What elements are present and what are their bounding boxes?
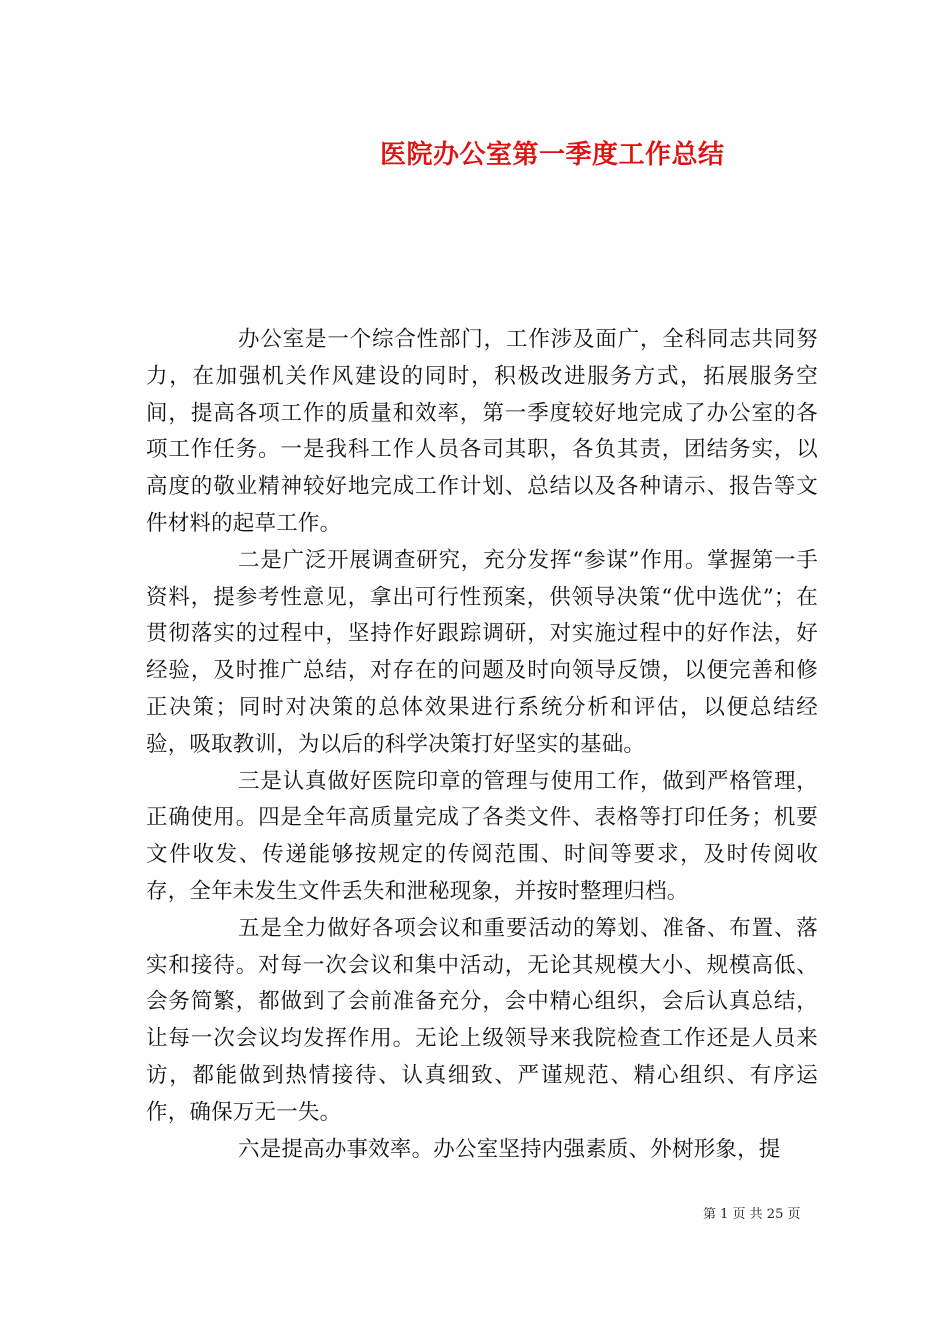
paragraph-4: 五是全力做好各项会议和重要活动的筹划、准备、布置、落实和接待。对每一次会议和集中活动，无论其规模大小、规模高低、会务简繁，都做到了会前准备充分，会中精心组织，会后认真总结，让每一次会议均发挥作用。无论上级领导来我院检查工作还是人员来访，都能做到热情接待、认真细致、严谨规范、精心组织、有序运作，确保万无一失。 (146, 915, 818, 1125)
paragraph-2: 二是广泛开展调查研究，充分发挥“参谋”作用。掌握第一手资料，提参考性意见，拿出可行性预案，供领导决策“优中选优”；在贯彻落实的过程中，坚持作好跟踪调研，对实施过程中的好作法，好经验，及时推广总结，对存在的问题及时向领导反馈，以便完善和修正决策；同时对决策的总体效果进行系统分析和评估，以便总结经验，吸取教训，为以后的科学决策打好坚实的基础。 (146, 547, 818, 757)
paragraph-5: 六是提高办事效率。办公室坚持内强素质、外树形象，提 (238, 1136, 781, 1162)
paragraph-1: 办公室是一个综合性部门，工作涉及面广，全科同志共同努力，在加强机关作风建设的同时，积极改进服务方式，拓展服务空间，提高各项工作的质量和效率，第一季度较好地完成了办公室的各项工作任务。一是我科工作人员各司其职，各负其责，团结务实，以高度的敬业精神较好地完成工作计划、总结以及各种请示、报告等文件材料的起草工作。 (146, 327, 818, 536)
document-title: 医院办公室第一季度工作总结 (380, 140, 725, 170)
paragraph-3: 三是认真做好医院印章的管理与使用工作，做到严格管理，正确使用。四是全年高质量完成了各类文件、表格等打印任务；机要文件收发、传递能够按规定的传阅范围、时间等要求，及时传阅收存，全年未发生文件丢失和泄秘现象，并按时整理归档。 (146, 768, 818, 904)
page-number: 第 1 页 共 25 页 (703, 1207, 801, 1222)
document-body (146, 322, 818, 1168)
